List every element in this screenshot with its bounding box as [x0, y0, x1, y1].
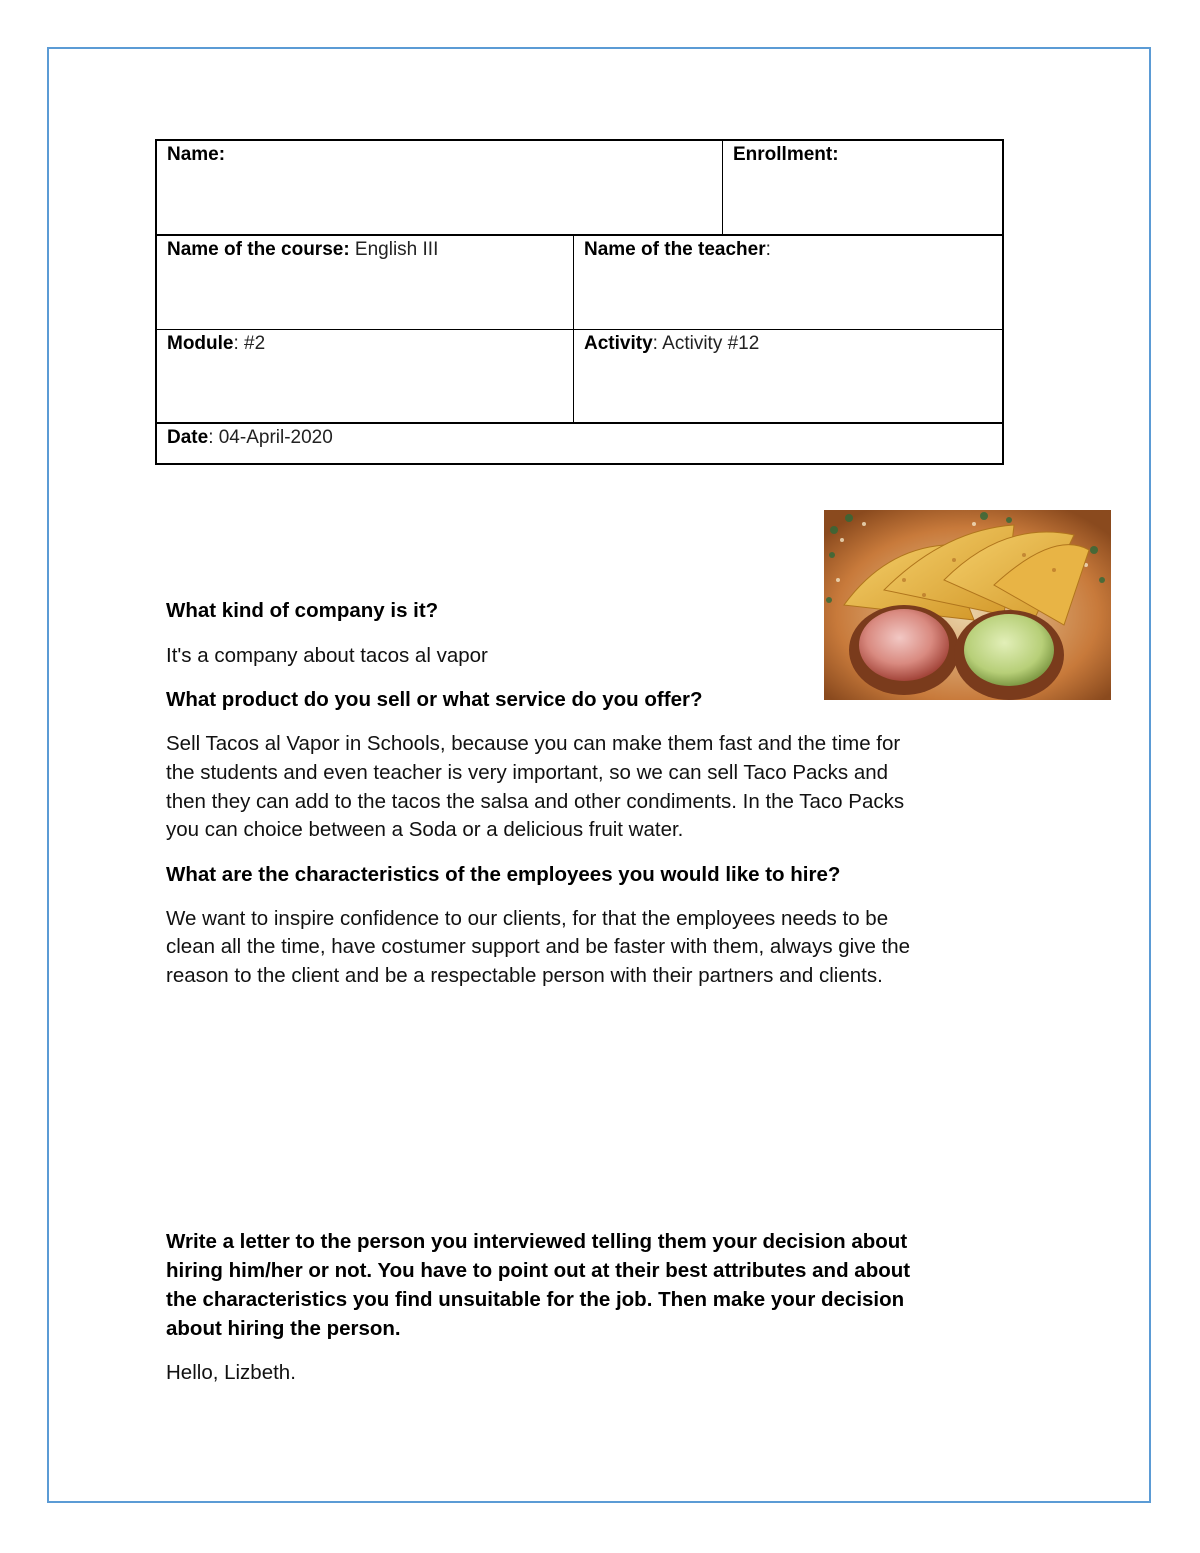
info-row-date	[157, 424, 1002, 465]
answer-line: reason to the client and be a respectable person with their partners and clients.	[166, 964, 883, 987]
info-row-module	[157, 330, 1002, 424]
module-cell	[157, 330, 573, 422]
letter-prompt-line: Write a letter to the person you interviewed telling them your decision about	[166, 1230, 908, 1253]
enrollment-label: Enrollment:	[733, 144, 839, 165]
tacos-photo	[824, 510, 1111, 700]
activity-cell	[573, 330, 1002, 422]
question-company-kind: What kind of company is it?	[166, 599, 439, 622]
letter-prompt-line: about hiring the person.	[166, 1317, 401, 1340]
name-label: Name:	[167, 144, 226, 165]
info-row-name	[157, 141, 1002, 236]
answer-line: you can choice between a Soda or a delicious fruit water.	[166, 818, 684, 841]
answer-line: the students and even teacher is very important, so we can sell Taco Packs and	[166, 761, 889, 784]
letter-prompt-line: hiring him/her or not. You have to point out at their best attributes and about	[166, 1259, 911, 1282]
name-cell	[157, 141, 722, 234]
info-row-course	[157, 236, 1002, 330]
date-label: Date	[167, 427, 209, 448]
activity-value: : Activity #12	[652, 333, 760, 354]
module-label: Module	[167, 333, 234, 354]
answer-line: then they can add to the tacos the salsa and other condiments. In the Taco Packs	[166, 790, 905, 813]
answer-line: It's a company about tacos al vapor	[166, 644, 488, 667]
teacher-cell	[573, 236, 1002, 329]
enrollment-cell	[722, 141, 1002, 234]
course-value: English III	[349, 239, 439, 260]
letter-greeting: Hello, Lizbeth.	[166, 1361, 296, 1384]
activity-label: Activity	[584, 333, 653, 354]
letter-prompt-line: the characteristics you find unsuitable for the job. Then make your decision	[166, 1288, 905, 1311]
date-cell	[157, 424, 1002, 465]
teacher-value: :	[765, 239, 771, 260]
teacher-label: Name of the teacher	[584, 239, 766, 260]
question-product: What product do you sell or what service do you offer?	[166, 688, 703, 711]
student-info-table	[155, 139, 1004, 465]
answer-line: Sell Tacos al Vapor in Schools, because you can make them fast and the time for	[166, 732, 901, 755]
module-value: : #2	[233, 333, 266, 354]
date-value: : 04-April-2020	[208, 427, 333, 448]
answer-line: We want to inspire confidence to our clients, for that the employees needs to be	[166, 907, 889, 930]
question-employees: What are the characteristics of the employees you would like to hire?	[166, 863, 841, 886]
course-label: Name of the course:	[167, 239, 350, 260]
course-cell	[157, 236, 573, 329]
answer-line: clean all the time, have costumer support and be faster with them, always give the	[166, 935, 911, 958]
